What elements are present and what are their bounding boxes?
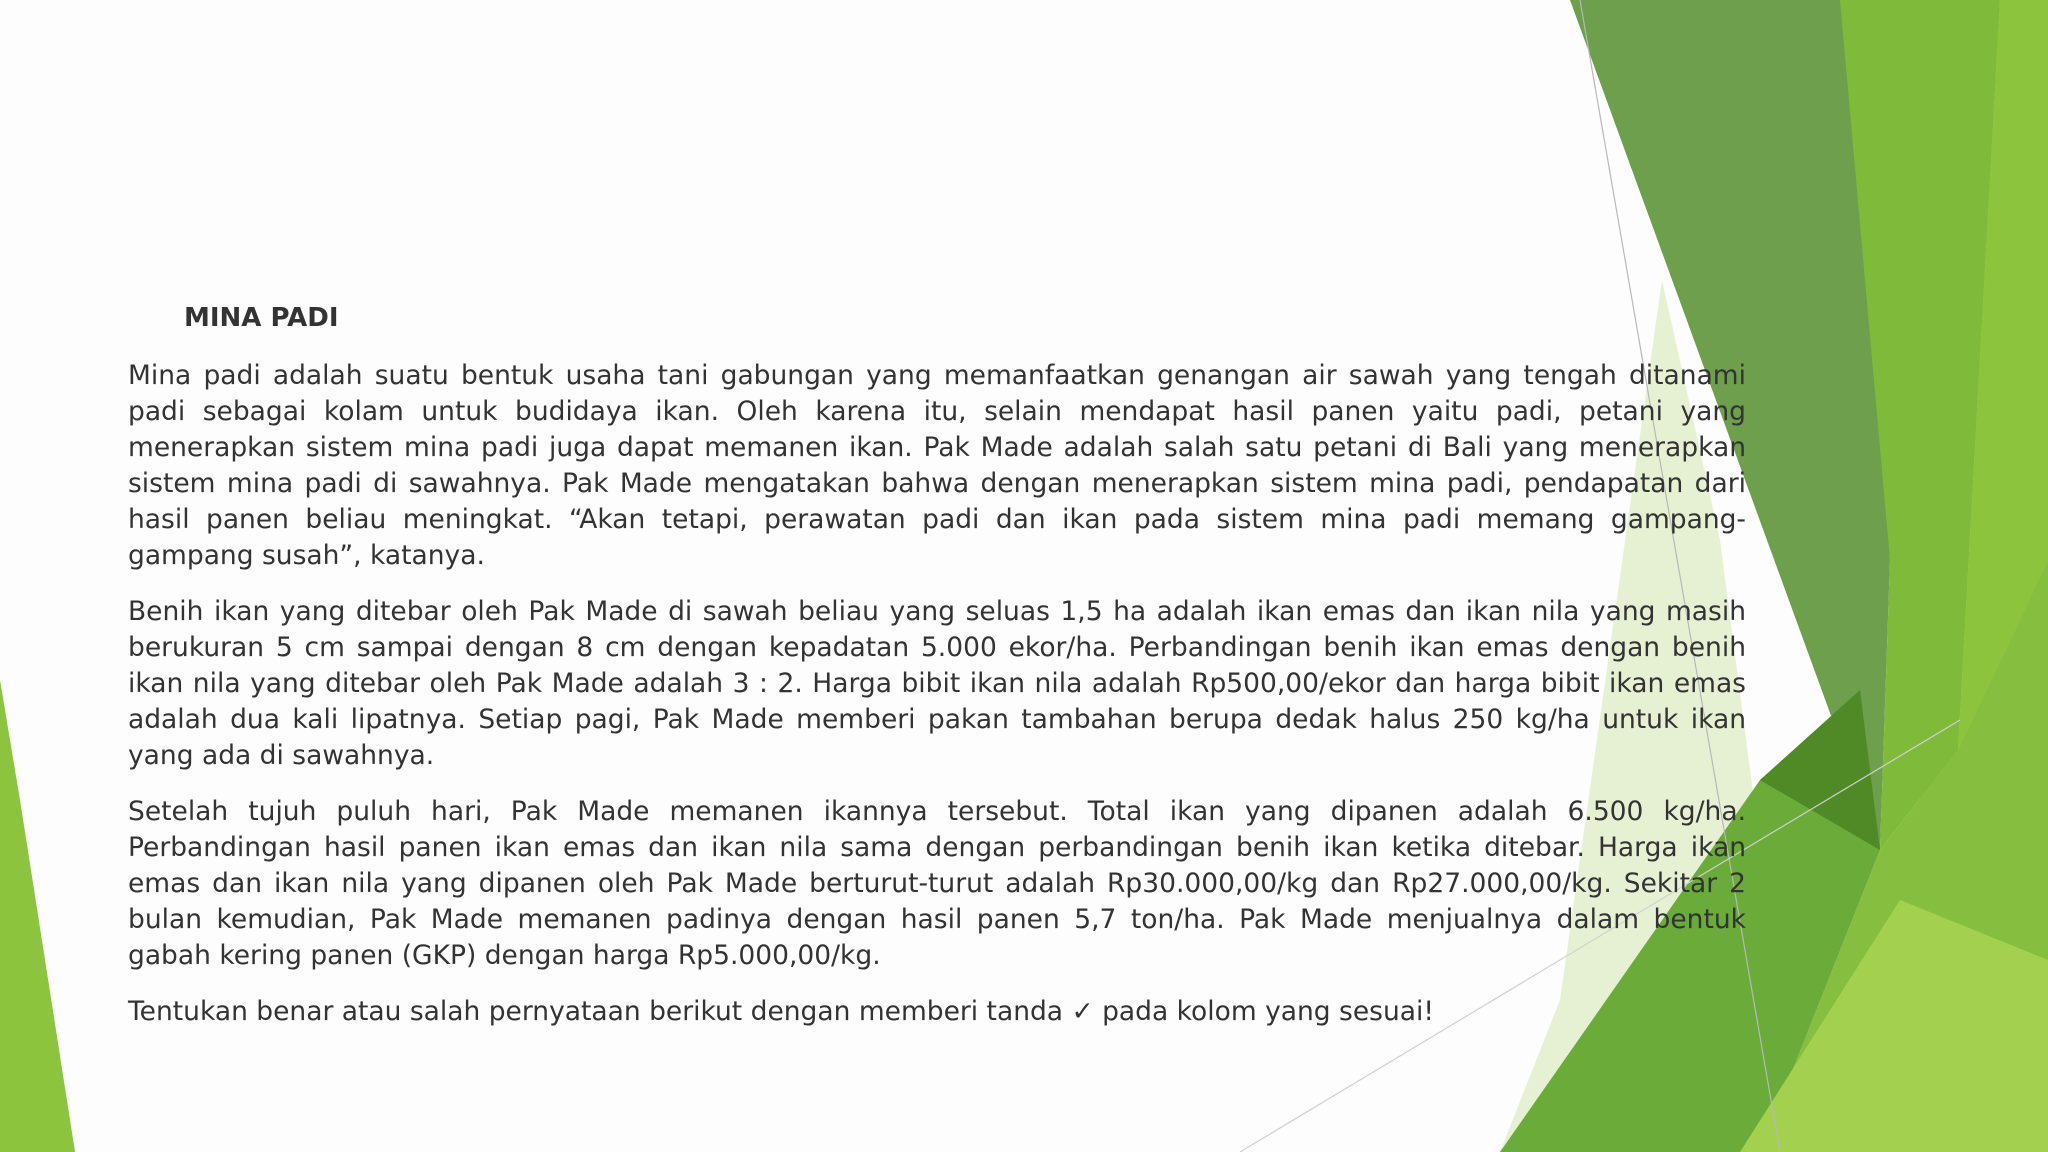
facet-left-edge [0,680,75,1152]
paragraph-instruction: Tentukan benar atau salah pernyataan berikut dengan memberi tanda ✓ pada kolom yang sesuai! [128,996,1434,1027]
slide-title: MINA PADI [184,303,339,333]
slide-body [128,300,1746,1050]
paragraph-harvest: Setelah tujuh puluh hari, Pak Made memanen ikannya tersebut. Total ikan yang dipanen adalah 6.500 kg/ha. Perbandingan hasil panen ikan emas dan ikan nila sama dengan perbandingan benih ikan ketika ditebar. Harga ikan emas dan ikan nila yang dipanen oleh Pak Made berturut-turut adalah Rp30.000,00/kg dan Rp27.000,00/kg. Sekitar 2 bulan kemudian, Pak Made memanen padinya dengan hasil panen 5,7 ton/ha. Pak Made menjualnya dalam bentuk gabah kering panen (GKP) dengan harga Rp5.000,00/kg. [128,796,1746,971]
paragraph-seed: Benih ikan yang ditebar oleh Pak Made di sawah beliau yang seluas 1,5 ha adalah ikan emas dan ikan nila yang masih berukuran 5 cm sampai dengan 8 cm dengan kepadatan 5.000 ekor/ha. Perbandingan benih ikan emas dengan benih ikan nila yang ditebar oleh Pak Made adalah 3 : 2. Harga bibit ikan nila adalah Rp500,00/ekor dan harga bibit ikan emas adalah dua kali lipatnya. Setiap pagi, Pak Made memberi pakan tambahan berupa dedak halus 250 kg/ha untuk ikan yang ada di sawahnya. [128,596,1746,771]
paragraph-intro: Mina padi adalah suatu bentuk usaha tani gabungan yang memanfaatkan genangan air sawah yang tengah ditanami padi sebagai kolam untuk budidaya ikan. Oleh karena itu, selain mendapat hasil panen yaitu padi, petani yang menerapkan sistem mina padi juga dapat memanen ikan. Pak Made adalah salah satu petani di Bali yang menerapkan sistem mina padi di sawahnya. Pak Made mengatakan bahwa dengan menerapkan sistem mina padi, pendapatan dari hasil panen beliau meningkat. “Akan tetapi, perawatan padi dan ikan pada sistem mina padi memang gampang-gampang susah”, katanya. [128,360,1746,571]
